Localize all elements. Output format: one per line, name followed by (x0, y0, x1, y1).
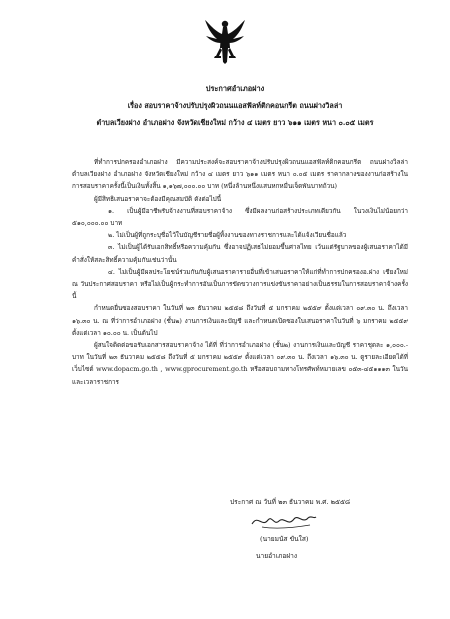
document-body (72, 156, 408, 388)
intro-paragraph: ที่ทำการปกครองอำเภอฝาง มีความประสงค์จะสอบราคาจ้างปรับปรุงผิวถนนแอสฟัลท์ติกคอนกรีต ถนนฝางวิลล่า ตำบลเวียงฝาง อำเภอฝาง จังหวัดเชียงใหม่ กว้าง ๔ เมตร ยาว ๖๑๑ เมตร หนา ๐.๐๕ เมตร ราคากลางของงานก่อสร้างในการสอบราคาครั้งนี้เป็นเงินทั้งสิ้น ๑,๑๖๗,๐๐๐.๐๐ บาท (หนึ่งล้านหนึ่งแสนหกหมื่นเจ็ดพันบาทถ้วน) (72, 158, 408, 191)
qualification-item: ๒. ไม่เป็นผู้ที่ถูกระบุชื่อไว้ในบัญชีรายชื่อผู้ทิ้งงานของทางราชการและได้แจ้งเวียนชื่อแล้ว (108, 231, 347, 240)
announcement-date: ประกาศ ณ วันที่ ๒๓ ธันวาคม พ.ศ. ๒๕๕๘ (230, 498, 351, 506)
qualification-item: ๔. ไม่เป็นผู้มีผลประโยชน์ร่วมกันกับผู้เสนอราคารายอื่นที่เข้าเสนอราคาให้แก่ที่ทำการปกครองอ.ฝาง เชียงใหม่ ณ วันประกาศสอบราคา หรือไม่เป็นผู้กระทำการอันเป็นการขัดขวางการแข่งขันราคาอย่างเป็นธรรมในการสอบราคาจ้างครั้งนี้ (72, 267, 408, 301)
qualifications-title: ผู้มีสิทธิเสนอราคาจะต้องมีคุณสมบัติ ดังต่อไปนี้ (94, 194, 222, 203)
document-location: ตำบลเวียงฝาง อำเภอฝาง จังหวัดเชียงใหม่ กว้าง ๔ เมตร ยาว ๖๑๑ เมตร หนา ๐.๐๕ เมตร (96, 118, 374, 127)
qualification-item: ๑. เป็นผู้มีอาชีพรับจ้างงานที่สอบราคาจ้าง ซึ่งมีผลงานก่อสร้างประเภทเดียวกัน ในวงเงินไม่น้อยกว่า ๕๑๐,๐๐๐.๐๐ บาท (72, 206, 408, 228)
signer-name: (นายมนัส ขันใส) (260, 535, 309, 543)
signer-position: นายอำเภอฝาง (256, 552, 298, 560)
document-subject: เรื่อง สอบราคาจ้างปรับปรุงผิวถนนแอสฟัลท์ติกคอนกรีต ถนนฝางวิลล่า (127, 101, 343, 110)
handwritten-signature-icon (248, 510, 318, 532)
garuda-emblem-icon (205, 18, 245, 64)
page-title: ประกาศอำเภอฝาง (205, 84, 265, 93)
submission-paragraph: กำหนดยื่นซองสอบราคา ในวันที่ ๒๓ ธันวาคม ๒๕๕๘ ถึงวันที่ ๕ มกราคม ๒๕๕๙ ตั้งแต่เวลา ๐๙.๓๐ น. ถึงเวลา ๑๖.๓๐ น. ณ ที่ว่าการอำเภอฝาง (ชั้น๒) งานการเงินและบัญชี และกำหนดเปิดซองใบเสนอราคาในวันที่ ๖ มกราคม ๒๕๕๙ ตั้งแต่เวลา ๑๐.๐๐ น. เป็นต้นไป (72, 304, 408, 337)
contact-paragraph: ผู้สนใจติดต่อขอรับเอกสารสอบราคาจ้าง ได้ที่ ที่ว่าการอำเภอฝาง (ชั้น๒) งานการเงินและบัญชี ราคาชุดละ ๑,๐๐๐.- บาท ในวันที่ ๒๓ ธันวาคม ๒๕๕๘ ถึงวันที่ ๕ มกราคม ๒๕๕๙ ตั้งแต่เวลา ๐๙.๓๐ น. ถึงเวลา ๑๖.๓๐ น. ดูรายละเอียดได้ที่เว็บไซต์ www.dopacm.go.th , www.gprocurement.go.th หรือสอบถามทางโทรศัพท์หมายเลข ๐๕๓-๔๕๑๑๑๓ ในวันและเวลาราชการ (72, 341, 408, 386)
qualification-item: ๓. ไม่เป็นผู้ได้รับเอกสิทธิ์หรือความคุ้มกัน ซึ่งอาจปฏิเสธไม่ยอมขึ้นศาลไทย เว้นแต่รัฐบาลของผู้เสนอราคาได้มีคำสั่งให้สละสิทธิ์ความคุ้มกันเช่นว่านั้น (72, 243, 408, 264)
